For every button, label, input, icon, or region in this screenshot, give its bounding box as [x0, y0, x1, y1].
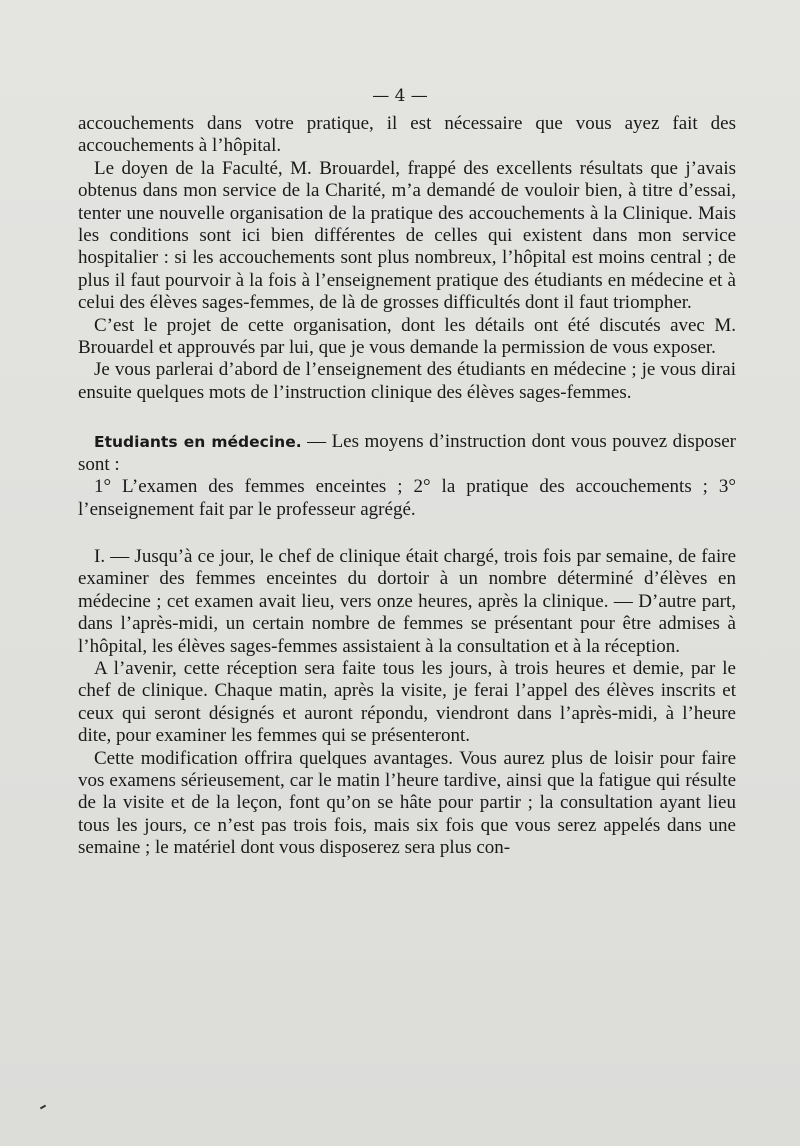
paragraph-doyen: Le doyen de la Faculté, M. Brouardel, frappé des excellents résultats que j’avais obtenus dans mon service de la Charité, m’a demandé de vouloir bien, à titre d’essai, tenter une nouvelle organisation de la pratique des accouchements à la Clinique. Mais les conditions sont ici bien différentes de celles qui existent dans mon service hospitalier : si les accouchements sont plus nombreux, l’hôpital est moins central ; de plus il faut pourvoir à la fois à l’enseignement pratique des étudiants en médecine et à celui des élèves sages-femmes, de là de grosses difficultés dont il faut triompher. [78, 157, 736, 314]
reception-paragraph: A l’avenir, cette réception sera faite tous les jours, à trois heures et demie, par le chef de clinique. Chaque matin, après la visite, je ferai l’appel des élèves inscrits et ceux qui seront désignés et auront répondu, viendront dans l’après-midi, à l’heure dite, pour examiner les femmes qui se présenteront. [78, 657, 736, 747]
section-intro-paragraph [78, 431, 736, 476]
avantages-paragraph: Cette modification offrira quelques avantages. Vous aurez plus de loisir pour faire vos examens sérieusement, car le matin l’heure tardive, ainsi que la fatigue qui résulte de la visite et de la leçon, font qu’on se hâte pour partir ; la consultation ayant lieu tous les jours, ce n’est pas trois fois, mais six fois que vous serez appelés dans une semaine ; le matériel dont vous disposerez sera plus con- [78, 747, 736, 859]
print-mark [40, 1105, 46, 1110]
paragraph-projet: C’est le projet de cette organisation, dont les détails ont été discutés avec M. Brouardel et approuvés par lui, que je vous demande la permission de vous exposer. [78, 314, 736, 359]
item-one-paragraph: I. — Jusqu’à ce jour, le chef de clinique était chargé, trois fois par semaine, de faire examiner des femmes enceintes du dortoir à un nombre déterminé d’élèves en médecine ; cet examen avait lieu, vers onze heures, après la clinique. — D’autre part, dans l’après-midi, un certain nombre de femmes se présentant pour être admises à l’hôpital, les élèves sages-femmes assistaient à la consultation et à la réception. [78, 545, 736, 657]
section-heading: Etudiants en médecine. [94, 433, 302, 452]
page-number: — 4 — [372, 86, 428, 106]
body-text [78, 113, 736, 860]
enumeration-paragraph: 1° L’examen des femmes enceintes ; 2° la pratique des accouchements ; 3° l’enseignement fait par le professeur agrégé. [78, 476, 736, 520]
paragraph-plan: Je vous parlerai d’abord de l’enseignement des étudiants en médecine ; je vous dirai ensuite quelques mots de l’instruction clinique des élèves sages-femmes. [78, 359, 736, 403]
paragraph-continuation: accouchements dans votre pratique, il est nécessaire que vous ayez fait des accouchements à l’hôpital. [78, 113, 736, 157]
section-intro-text: — Les moyens d’instruction dont vous pouvez disposer sont : [78, 431, 736, 475]
